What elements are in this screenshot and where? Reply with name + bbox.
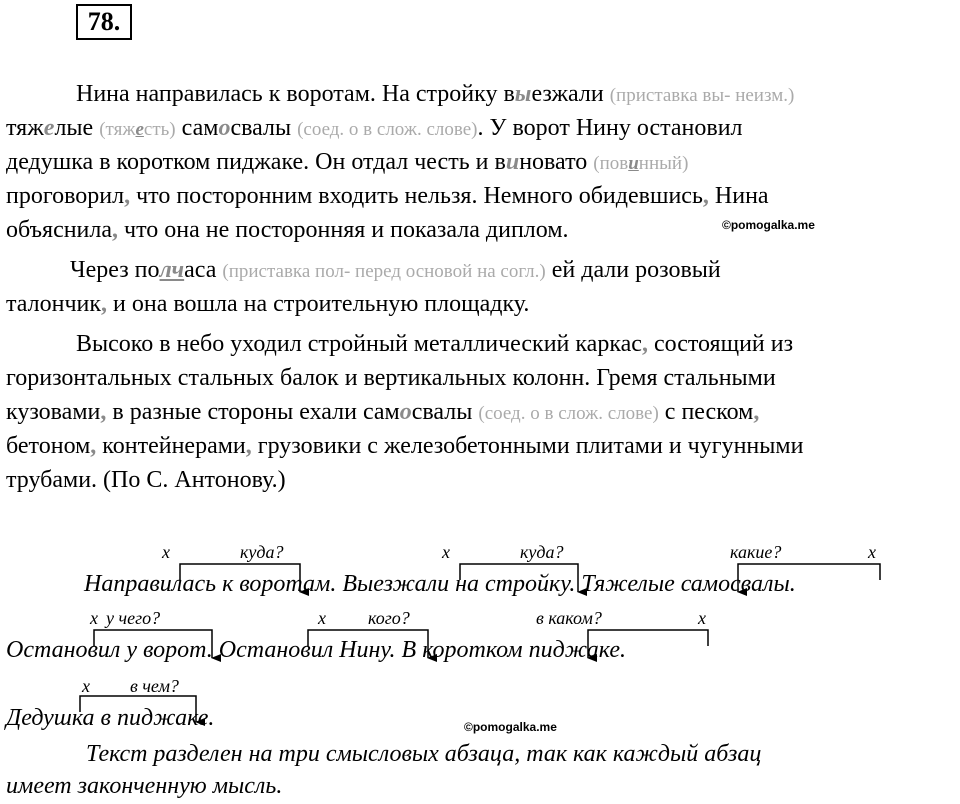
watermark: ©pomogalka.me [464, 720, 557, 734]
text-line: бетоном, контейнерами, грузовики с железобетонными плитами и чугунными [6, 433, 804, 459]
parse-question: в чем? [130, 676, 179, 696]
exercise-number: 78. [76, 4, 132, 40]
parse-x: х [318, 608, 326, 628]
parse-question: в каком? [536, 608, 602, 628]
bracket [738, 564, 880, 592]
bracket [308, 630, 428, 658]
text-line: проговорил, что посторонним входить нельзя. Немного обидевшись, Нина [6, 183, 769, 209]
parse-x: х [82, 676, 90, 696]
text-line: трубами. (По С. Антонову.) [6, 467, 286, 493]
text-line: талончик, и она вошла на строительную площадку. [6, 291, 530, 317]
parse-x: х [90, 608, 98, 628]
conclusion-line: Текст разделен на три смысловых абзаца, так как каждый абзац [86, 741, 762, 767]
text-line: горизонтальных стальных балок и вертикальных колонн. Гремя стальными [6, 365, 776, 391]
text-line: дедушка в коротком пиджаке. Он отдал честь и виновато (повинный) [6, 149, 689, 175]
parse-x: х [162, 542, 170, 562]
parse-question: кого? [368, 608, 410, 628]
bracket [460, 564, 578, 592]
bracket [94, 630, 212, 658]
text-line: тяжелые (тяжесть) самосвалы (соед. о в слож. слове). У ворот Нину остановил [6, 115, 743, 141]
bracket [180, 564, 300, 592]
parse-question: какие? [730, 542, 782, 562]
text-line: объяснила, что она не посторонняя и показала диплом. [6, 217, 569, 243]
parse-question: куда? [240, 542, 284, 562]
text-line: кузовами, в разные стороны ехали самосвалы (соед. о в слож. слове) с песком, [6, 399, 760, 425]
parse-x: х [442, 542, 450, 562]
parse-row-1: Направилась к воротам. Выезжали на стройку. Тяжелые самосвалы. [84, 571, 796, 597]
text-line: Высоко в небо уходил стройный металлический каркас, состоящий из [76, 331, 794, 357]
parse-x: х [868, 542, 876, 562]
text-line: Через полчаса (приставка пол- перед основой на согл.) ей дали розовый [70, 257, 721, 283]
parse-question: куда? [520, 542, 564, 562]
text-line: Нина направилась к воротам. На стройку выезжали (приставка вы- неизм.) [76, 81, 795, 107]
parse-row-2: Остановил у ворот. Остановил Нину. В коротком пиджаке. [6, 637, 627, 663]
parse-row-3: Дедушка в пиджаке. [6, 705, 215, 731]
watermark: ©pomogalka.me [722, 218, 815, 232]
bracket [588, 630, 708, 658]
parse-question: у чего? [106, 608, 161, 628]
bracket [80, 696, 196, 722]
conclusion-line: имеет законченную мысль. [6, 773, 283, 799]
parse-x: х [698, 608, 706, 628]
